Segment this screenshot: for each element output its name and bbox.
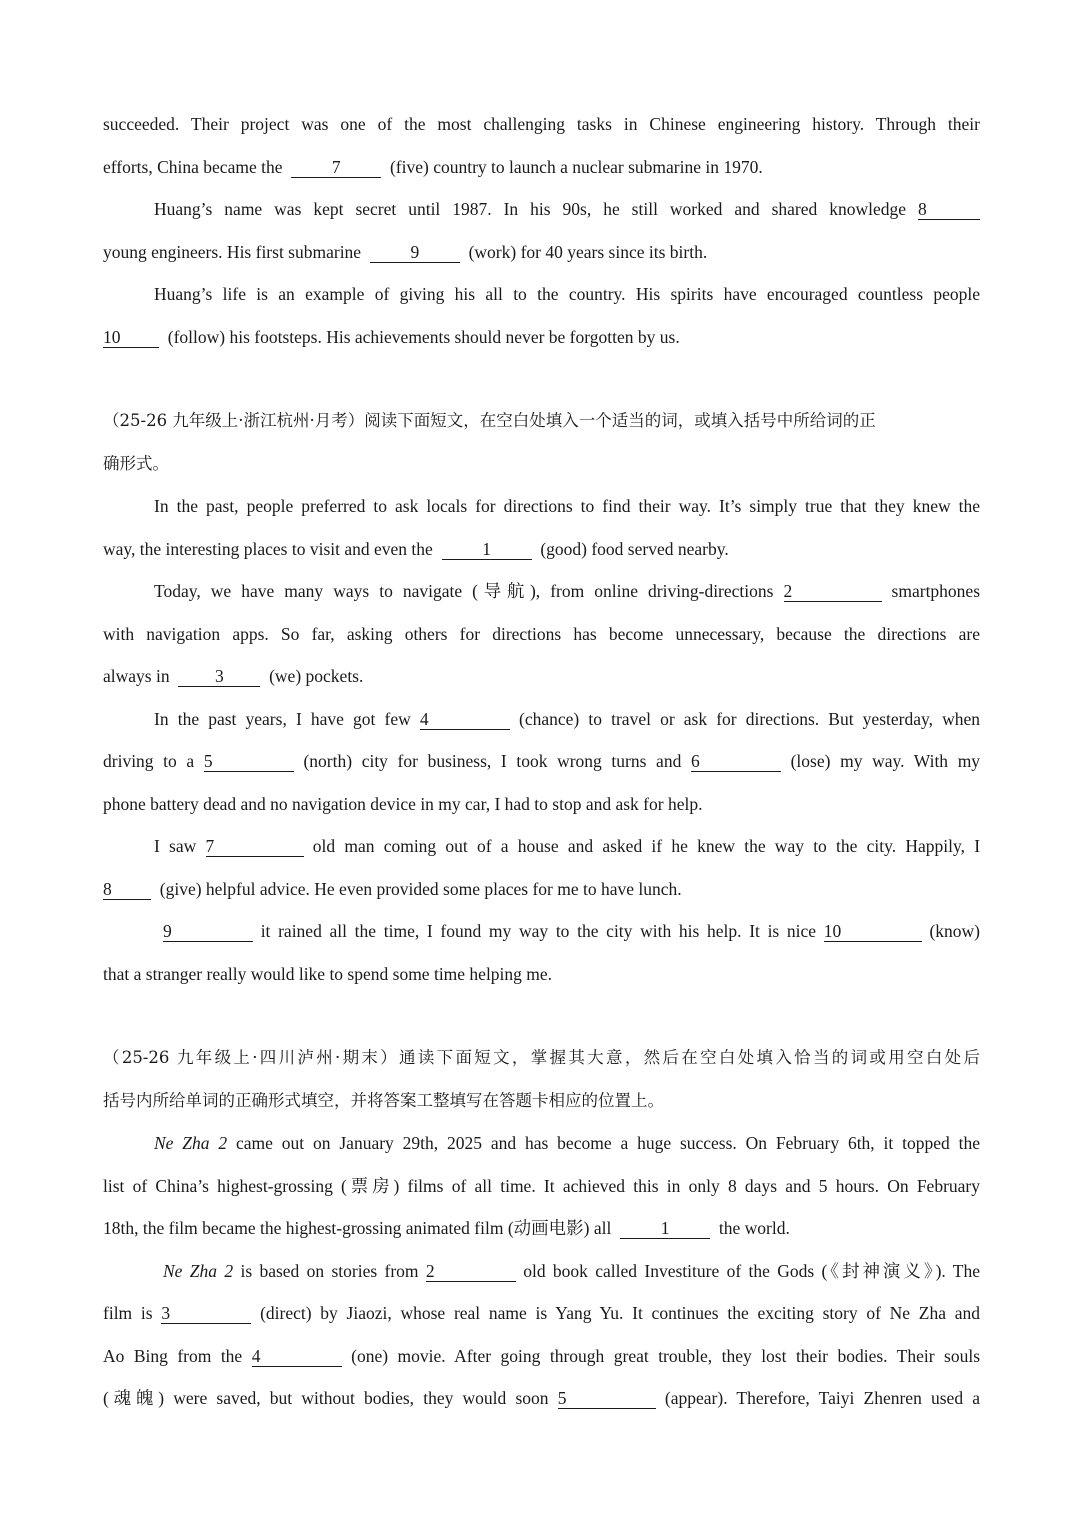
answer-blank-4[interactable]: 4 [420,709,510,730]
text-line: efforts, China became the 7 (five) country to launch a nuclear submarine in 1970. [103,156,763,177]
answer-blank-9[interactable]: 9 [370,242,460,263]
film-title: Ne Zha 2 [154,1133,228,1153]
passage-c [103,1037,980,1420]
text-line: list of China’s highest-grossing (票房) films of all time. It achieved this in only 8 days and 5 hours. On February [103,1175,980,1196]
answer-blank-3[interactable]: 3 [161,1303,251,1324]
text-line: 18th, the film became the highest-grossing animated film (动画电影) all 1 the world. [103,1218,790,1238]
answer-blank-8[interactable]: 8 [918,199,980,220]
passage-b [103,400,980,995]
text-line: succeeded. Their project was one of the most challenging tasks in Chinese engineering history. Through their [103,114,980,134]
text-line: always in 3 (we) pockets. [103,666,364,686]
answer-blank-7[interactable]: 7 [206,836,304,857]
answer-blank-3[interactable]: 3 [178,666,260,687]
exercise-instruction: 括号内所给单词的正确形式填空，并将答案工整填写在答题卡相应的位置上。 [103,1090,664,1110]
answer-blank-10[interactable]: 10 [824,921,922,942]
text-line: (魂魄) were saved, but without bodies, they would soon 5 (appear). Therefore, Taiyi Zhenren used a [103,1388,981,1408]
text-line: with navigation apps. So far, asking others for directions has become unnecessary, because the directions are [103,623,980,644]
text-line: phone battery dead and no navigation device in my car, I had to stop and ask for help. [103,793,703,814]
text-line: 10 (follow) his footsteps. His achievements should never be forgotten by us. [103,326,680,347]
text-line: Ne Zha 2 came out on January 29th, 2025 and has become a huge success. On February 6th, it topped the [154,1133,980,1153]
text-line: film is 3 (direct) by Jiaozi, whose real name is Yang Yu. It continues the exciting story of Ne Zha and [103,1303,981,1323]
answer-blank-7[interactable]: 7 [291,157,381,178]
text-line: way, the interesting places to visit and even the 1 (good) food served nearby. [103,538,729,559]
text-line: I saw 7 old man coming out of a house and asked if he knew the way to the city. Happily, I [154,836,981,856]
answer-blank-9[interactable]: 9 [163,921,253,942]
exercise-instruction: （25-26 九年级上·浙江杭州·月考）阅读下面短文，在空白处填入一个适当的词，或填入括号中所给词的正 [103,411,876,430]
text-line: Today, we have many ways to navigate (导航), from online driving-directions 2 smartphones [154,581,981,601]
text-line: In the past years, I have got few 4 (chance) to travel or ask for directions. But yesterday, when [154,708,980,729]
answer-blank-2[interactable]: 2 [784,581,882,602]
text-line: 8 (give) helpful advice. He even provided some places for me to have lunch. [103,878,682,899]
text-line: 9 it rained all the time, I found my way to the city with his help. It is nice 10 (know) [163,921,980,941]
text-line: driving to a 5 (north) city for business, I took wrong turns and 6 (lose) my way. With my [103,751,981,771]
text-line: Ne Zha 2 is based on stories from 2 old book called Investiture of the Gods (《封神演义》). The [163,1260,980,1281]
answer-blank-8[interactable]: 8 [103,879,151,900]
passage-a [103,103,980,358]
exercise-instruction: （25-26 九年级上·四川泸州·期末）通读下面短文，掌握其大意，然后在空白处填入恰当的词或用空白处后 [103,1048,980,1067]
answer-blank-1[interactable]: 1 [442,539,532,560]
text-line: Ao Bing from the 4 (one) movie. After going through great trouble, they lost their bodies. Their souls [103,1345,981,1366]
text-line: In the past, people preferred to ask locals for directions to find their way. It’s simply true that they knew the [154,496,980,516]
answer-blank-1[interactable]: 1 [620,1218,710,1239]
answer-blank-4[interactable]: 4 [252,1346,342,1367]
answer-blank-6[interactable]: 6 [691,751,781,772]
answer-blank-10[interactable]: 10 [103,327,159,348]
answer-blank-2[interactable]: 2 [426,1261,516,1282]
exercise-instruction: 确形式。 [103,453,169,473]
film-title: Ne Zha 2 [163,1260,234,1281]
text-line: Huang’s life is an example of giving his all to the country. His spirits have encouraged countless people [154,284,980,304]
text-line: young engineers. His first submarine 9 (work) for 40 years since its birth. [103,241,708,262]
text-line: Huang’s name was kept secret until 1987. In his 90s, he still worked and shared knowledge 8 [103,188,980,231]
answer-blank-5[interactable]: 5 [558,1388,656,1409]
text-line: that a stranger really would like to spend some time helping me. [103,963,553,984]
answer-blank-5[interactable]: 5 [204,751,294,772]
